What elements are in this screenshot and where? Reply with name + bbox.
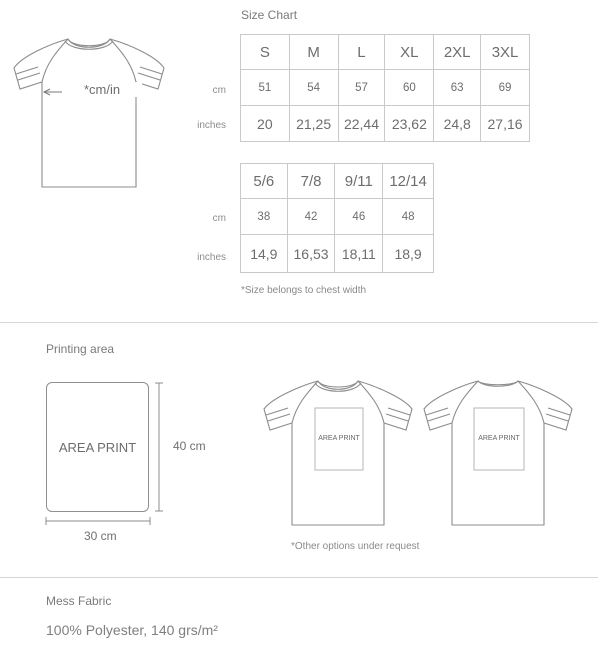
size-header-row (241, 35, 530, 70)
size-cell: M (289, 35, 338, 70)
height-dimension-icon (152, 380, 166, 516)
inches-cell: 22,44 (338, 106, 385, 142)
width-dimension-icon (44, 515, 152, 527)
inches-cell: 21,25 (289, 106, 338, 142)
print-options-note: *Other options under request (291, 541, 420, 552)
inches-cell: 27,16 (481, 106, 530, 142)
inches-cell: 14,9 (241, 235, 288, 273)
size-cell: 12/14 (383, 164, 434, 199)
row-label-cm: cm (212, 213, 226, 224)
inches-cell: 16,53 (287, 235, 335, 273)
tshirt-front-icon (260, 376, 416, 530)
section-divider (0, 577, 598, 578)
tshirt-back-icon (420, 376, 576, 530)
size-cell: 3XL (481, 35, 530, 70)
row-label-inches: inches (197, 120, 226, 131)
cm-cell: 51 (241, 70, 290, 106)
cm-cell: 42 (287, 199, 335, 235)
size-chart-title: Size Chart (241, 8, 298, 22)
width-dimension-label: 30 cm (84, 529, 117, 543)
inches-cell: 24,8 (434, 106, 481, 142)
inches-row (241, 235, 434, 273)
size-cell: 7/8 (287, 164, 335, 199)
inches-cell: 18,9 (383, 235, 434, 273)
size-cell: 2XL (434, 35, 481, 70)
back-print-label: AREA PRINT (478, 435, 520, 442)
cm-cell: 48 (383, 199, 434, 235)
inches-cell: 18,11 (335, 235, 383, 273)
printing-area-title: Printing area (46, 342, 115, 356)
size-cell: 9/11 (335, 164, 383, 199)
front-print-label: AREA PRINT (318, 435, 360, 442)
cm-cell: 57 (338, 70, 385, 106)
height-dimension-label: 40 cm (173, 439, 206, 453)
adult-size-table (240, 34, 530, 142)
inches-row (241, 106, 530, 142)
inches-cell: 20 (241, 106, 290, 142)
fabric-title: Mess Fabric (46, 594, 112, 608)
print-area-box (46, 382, 149, 512)
kids-size-table (240, 163, 434, 273)
cm-cell: 54 (289, 70, 338, 106)
tshirt-measure-icon (10, 34, 170, 192)
cm-cell: 38 (241, 199, 288, 235)
cm-cell: 69 (481, 70, 530, 106)
size-cell: S (241, 35, 290, 70)
size-cell: L (338, 35, 385, 70)
cm-cell: 63 (434, 70, 481, 106)
cm-cell: 46 (335, 199, 383, 235)
section-divider (0, 322, 598, 323)
inches-cell: 23,62 (385, 106, 434, 142)
size-footnote: *Size belongs to chest width (241, 285, 367, 296)
size-header-row (241, 164, 434, 199)
row-label-cm: cm (212, 85, 226, 96)
cm-row (241, 199, 434, 235)
fabric-description: 100% Polyester, 140 grs/m² (46, 622, 218, 638)
chest-measure-label: *cm/in (62, 82, 142, 97)
print-area-label: AREA PRINT (58, 439, 137, 455)
size-cell: 5/6 (241, 164, 288, 199)
cm-row (241, 70, 530, 106)
cm-cell: 60 (385, 70, 434, 106)
size-cell: XL (385, 35, 434, 70)
row-label-inches: inches (197, 252, 226, 263)
